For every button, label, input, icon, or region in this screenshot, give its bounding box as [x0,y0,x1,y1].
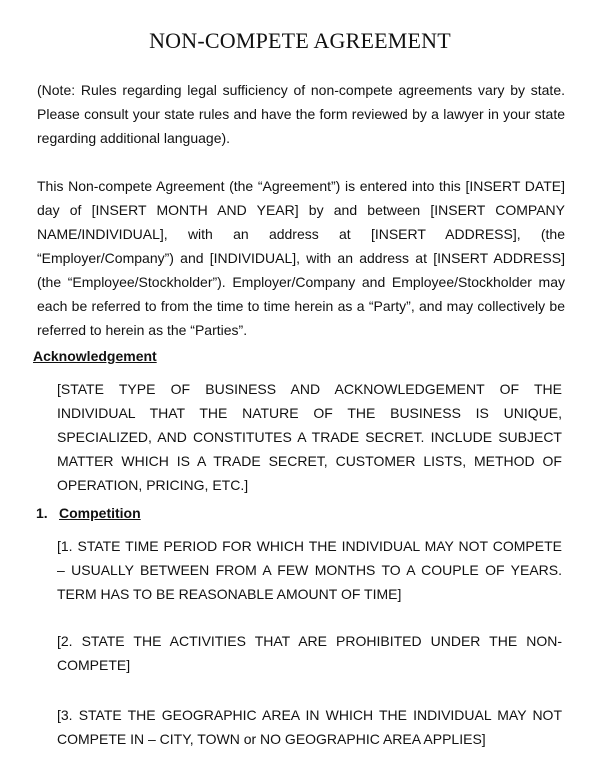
competition-item-geographic-area: [3. STATE THE GEOGRAPHIC AREA IN WHICH THE INDIVIDUAL MAY NOT COMPETE IN – CITY, TOWN or NO GEOGRAPHIC AREA APPLIES] [57,707,562,747]
intro-paragraph: This Non-compete Agreement (the “Agreement”) is entered into this [INSERT DATE] day of [INSERT MONTH AND YEAR] by and between [INSERT COMPANY NAME/INDIVIDUAL], with an address at [INSERT ADDRESS], (the “Employer/Company”) and [INDIVIDUAL], with an address at [INSERT ADDRESS] (the “Employee/Stockholder”). Employer/Company and Employee/Stockholder may each be referred to from the time to time herein as a “Party”, and may collectively be referred to herein as the “Parties”. [37,178,565,338]
acknowledgement-body: [STATE TYPE OF BUSINESS AND ACKNOWLEDGEMENT OF THE INDIVIDUAL THAT THE NATURE OF THE BUSINESS IS UNIQUE, SPECIALIZED, AND CONSTITUTES A TRADE SECRET. INCLUDE SUBJECT MATTER WHICH IS A TRADE SECRET, CUSTOMER LISTS, METHOD OF OPERATION, PRICING, ETC.] [57,381,562,493]
note-paragraph: (Note: Rules regarding legal sufficiency of non-compete agreements vary by state. Please consult your state rules and have the form reviewed by a lawyer in your state regarding additional language). [37,82,565,146]
document-title: NON-COMPETE AGREEMENT [149,28,451,53]
competition-item-activities: [2. STATE THE ACTIVITIES THAT ARE PROHIBITED UNDER THE NON-COMPETE] [57,633,562,673]
section-number: 1. [36,505,48,521]
competition-heading [36,503,141,523]
competition-item-time-period: [1. STATE TIME PERIOD FOR WHICH THE INDIVIDUAL MAY NOT COMPETE – USUALLY BETWEEN FROM A FEW MONTHS TO A COUPLE OF YEARS. TERM HAS TO BE REASONABLE AMOUNT OF TIME] [57,538,562,602]
acknowledgement-heading: Acknowledgement [33,348,157,364]
section-title: Competition [59,505,141,521]
